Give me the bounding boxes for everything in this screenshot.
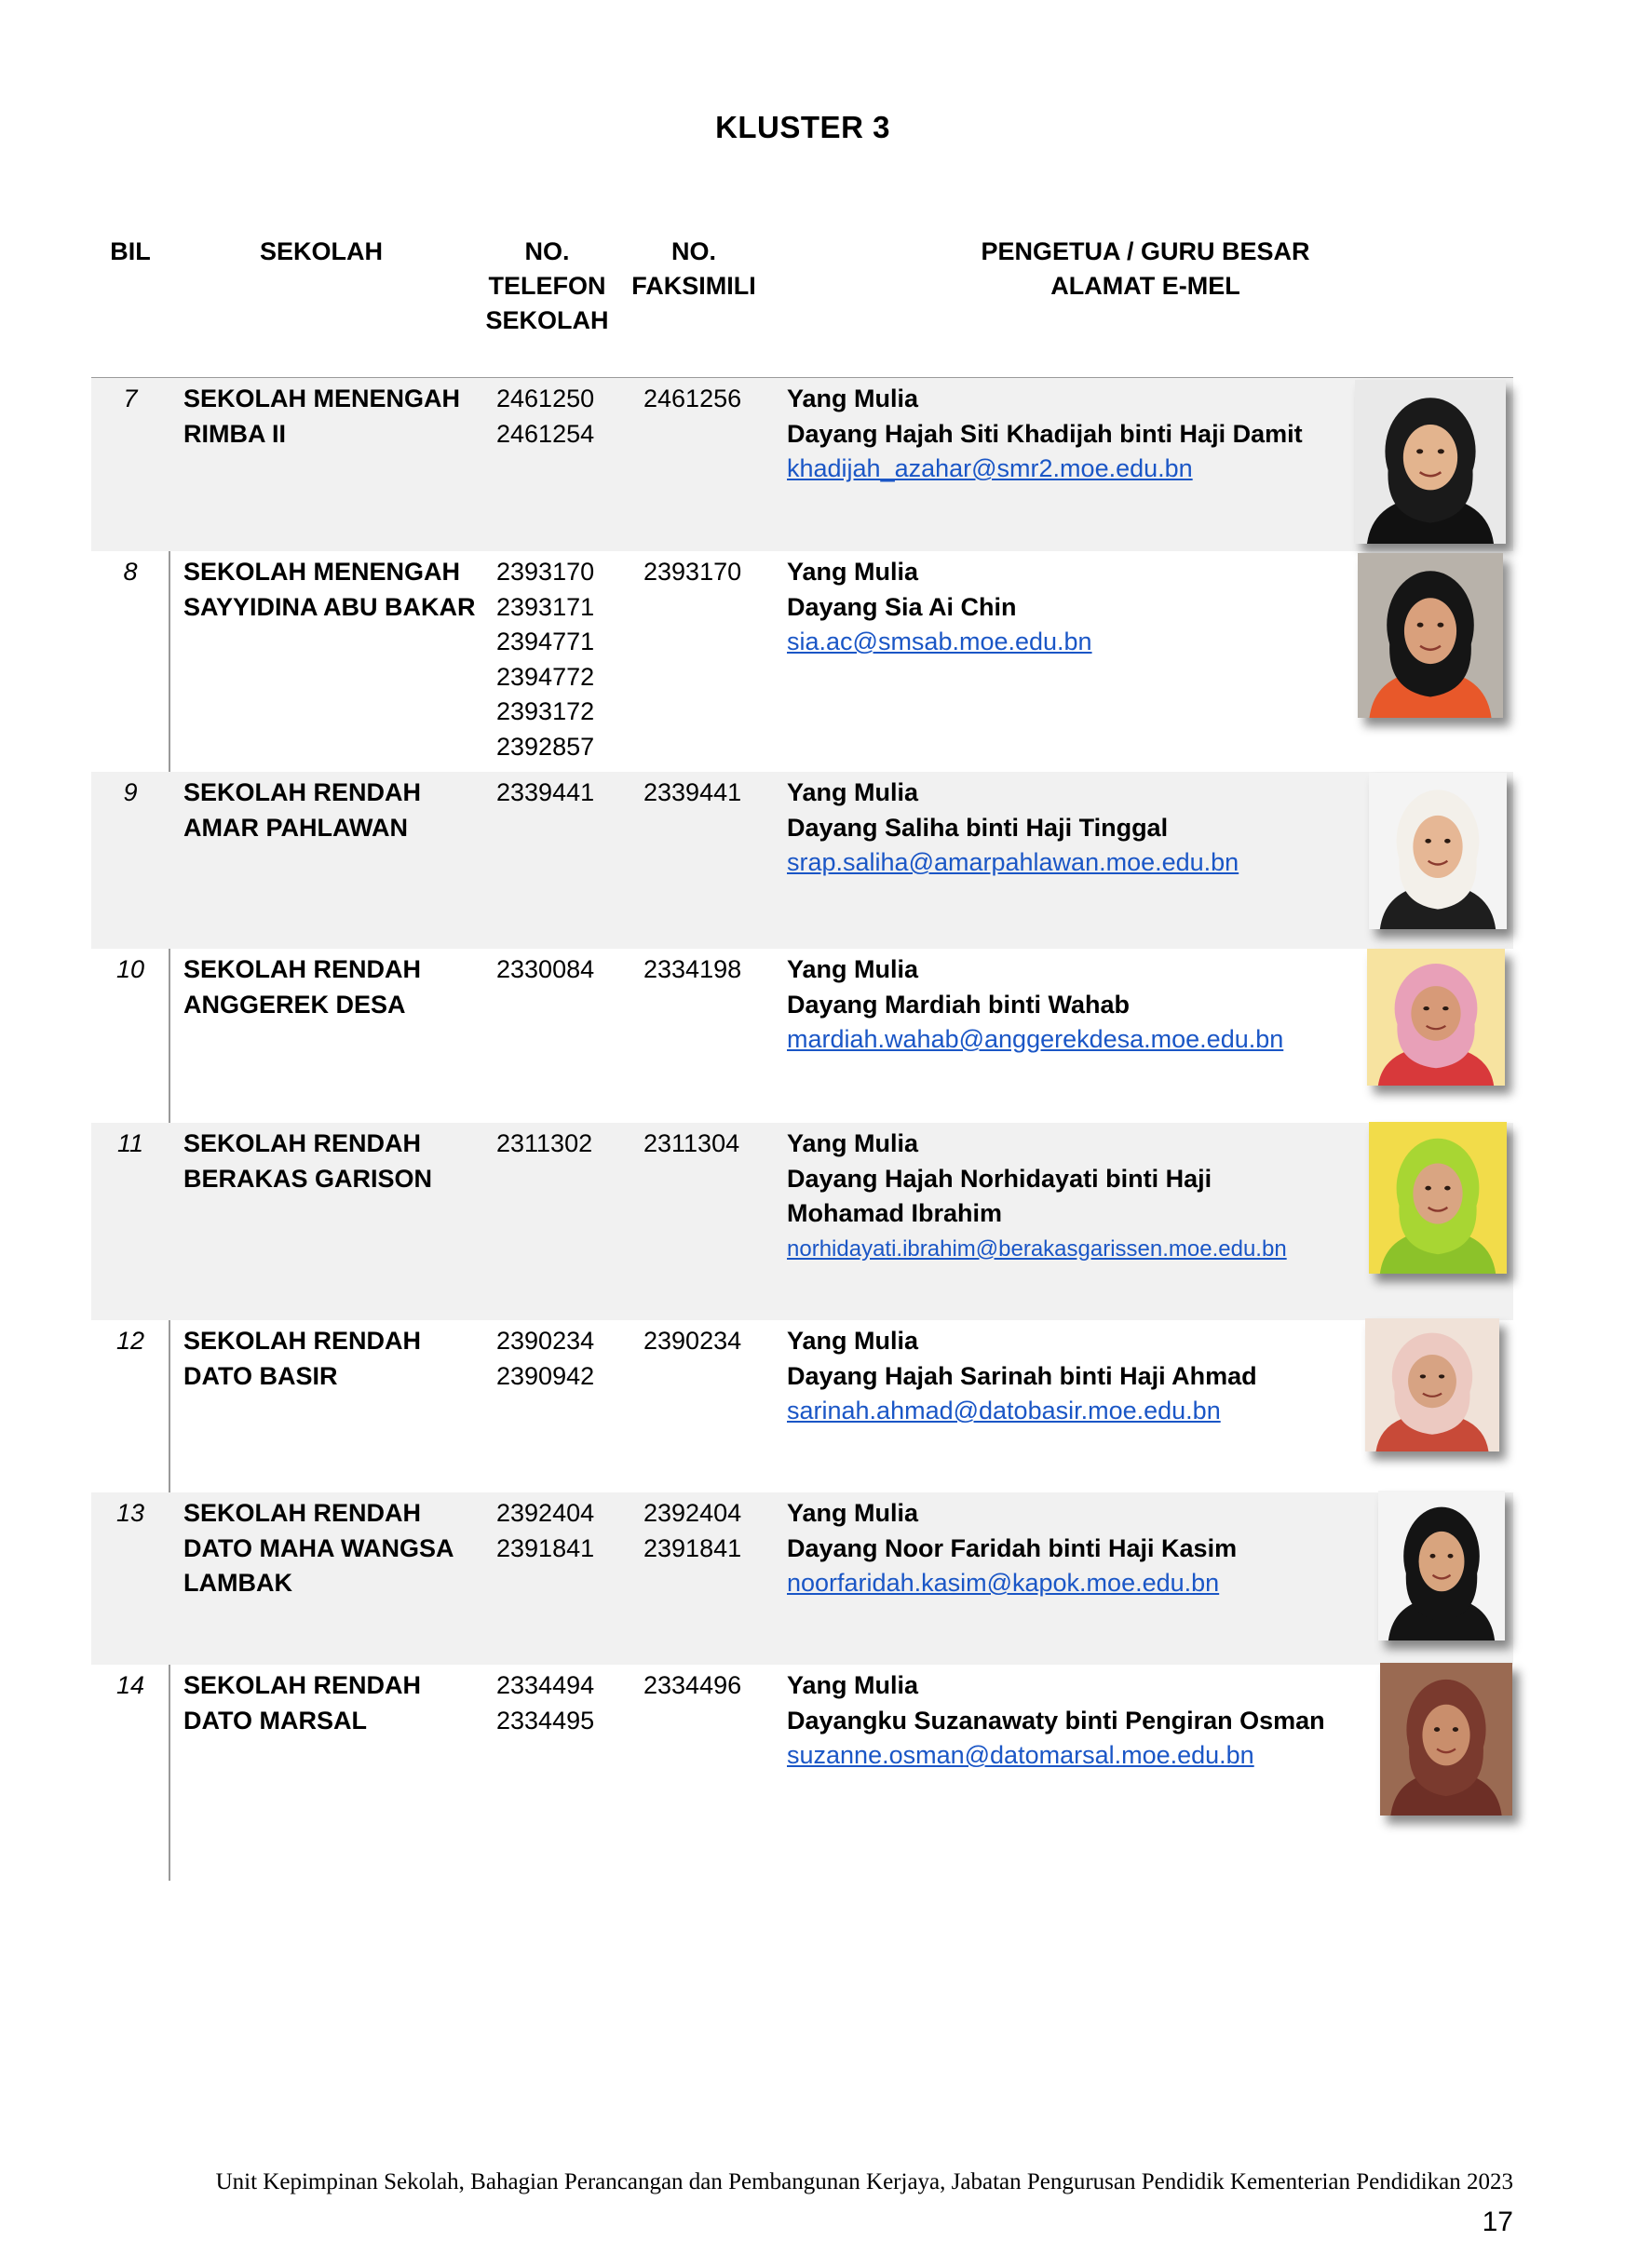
principal-email-link[interactable]: sarinah.ahmad@datobasir.moe.edu.bn [787, 1397, 1221, 1424]
row-number: 12 [115, 1327, 145, 1355]
fax-numbers [643, 1324, 774, 1359]
school-name [183, 776, 481, 845]
principal-email-link[interactable]: mardiah.wahab@anggerekdesa.moe.edu.bn [787, 1025, 1284, 1053]
page-title: KLUSTER 3 [715, 110, 890, 144]
fax-number: 2392404 [643, 1499, 742, 1527]
page-number: 17 [1482, 2207, 1513, 2237]
phone-numbers [496, 1496, 627, 1566]
principal-name: Dayang Hajah Sarinah binti Haji Ahmad [787, 1361, 1257, 1390]
header-pengetua-line: ALAMAT E-MEL [1050, 272, 1240, 300]
phone-number: 2394771 [496, 628, 595, 655]
phone-number: 2339441 [496, 778, 595, 806]
header-bil: BIL [110, 237, 151, 265]
table-row [91, 1492, 1513, 1665]
principal-email-link[interactable]: khadijah_azahar@smr2.moe.edu.bn [787, 454, 1193, 482]
principal-info [787, 776, 1457, 881]
phone-number: 2393170 [496, 558, 595, 586]
principal-honorific: Yang Mulia [787, 1129, 919, 1157]
school-name [183, 1127, 481, 1196]
portrait-icon [1380, 1663, 1512, 1816]
principal-name: Dayangku Suzanawaty binti Pengiran Osman [787, 1706, 1325, 1735]
school-name-line: BERAKAS GARISON [183, 1164, 433, 1193]
fax-numbers [643, 952, 774, 988]
table-row [91, 1123, 1513, 1320]
phone-number: 2393171 [496, 592, 595, 621]
school-name-line: SEKOLAH RENDAH [183, 1129, 422, 1157]
header-telefon-line: SEKOLAH [485, 306, 609, 334]
principal-photo [1380, 1663, 1512, 1816]
phone-number: 2311302 [496, 1129, 593, 1157]
fax-numbers [643, 555, 774, 590]
principal-info [787, 1496, 1457, 1601]
phone-number: 2334494 [496, 1671, 595, 1699]
school-name [183, 952, 481, 1022]
principal-email-link[interactable]: norhidayati.ibrahim@berakasgarissen.moe.edu.bn [787, 1235, 1287, 1262]
row-number: 13 [115, 1499, 145, 1527]
phone-number: 2334495 [496, 1706, 595, 1735]
phone-number: 2390942 [496, 1361, 595, 1390]
principal-photo [1369, 1122, 1507, 1274]
phone-numbers [496, 382, 627, 452]
principal-name: Dayang Sia Ai Chin [787, 592, 1017, 621]
principal-email-link[interactable]: suzanne.osman@datomarsal.moe.edu.bn [787, 1741, 1254, 1769]
fax-numbers [643, 1496, 774, 1566]
school-name-line: SEKOLAH RENDAH [183, 1499, 422, 1527]
fax-numbers [643, 776, 774, 811]
school-name [183, 382, 481, 452]
principal-honorific: Yang Mulia [787, 385, 919, 412]
principal-email-link[interactable]: sia.ac@smsab.moe.edu.bn [787, 628, 1092, 655]
header-faksimili-line: FAKSIMILI [631, 272, 756, 300]
principal-honorific: Yang Mulia [787, 1327, 919, 1355]
principal-info [787, 952, 1457, 1058]
footer-text: Unit Kepimpinan Sekolah, Bahagian Perancangan dan Pembangunan Kerjaya, Jabatan Pengurusan Pendidik Kementerian Pendidikan 2023 [215, 2169, 1513, 2194]
principal-info [787, 555, 1457, 660]
principal-name: Dayang Hajah Norhidayati binti Haji [787, 1164, 1212, 1193]
school-name-line: DATO MAHA WANGSA [183, 1533, 454, 1562]
school-name-line: DATO BASIR [183, 1361, 338, 1390]
principal-name: Mohamad Ibrahim [787, 1199, 1003, 1227]
fax-number: 2390234 [643, 1327, 742, 1355]
principal-photo [1355, 380, 1506, 544]
principal-photo [1367, 949, 1505, 1086]
principal-honorific: Yang Mulia [787, 1671, 919, 1699]
row-number: 8 [123, 558, 138, 586]
phone-number: 2392857 [496, 732, 595, 761]
school-name-line: DATO MARSAL [183, 1706, 367, 1735]
fax-number: 2393170 [643, 558, 742, 586]
row-number: 11 [116, 1129, 144, 1157]
phone-numbers [496, 1668, 627, 1738]
principal-info [787, 1127, 1457, 1266]
school-name-line: SEKOLAH RENDAH [183, 778, 422, 806]
principal-info [787, 1668, 1457, 1774]
phone-numbers [496, 1127, 627, 1162]
school-name-line: SAYYIDINA ABU BAKAR [183, 592, 476, 621]
school-name-line: ANGGEREK DESA [183, 990, 406, 1019]
header-faksimili-line: NO. [670, 237, 716, 265]
phone-number: 2390234 [496, 1327, 595, 1355]
fax-number: 2339441 [643, 778, 742, 806]
principal-photo [1358, 553, 1503, 718]
portrait-icon [1365, 1318, 1499, 1451]
phone-number: 2461250 [496, 385, 595, 412]
principal-honorific: Yang Mulia [787, 778, 919, 806]
school-name [183, 1496, 481, 1601]
school-name-line: SEKOLAH MENENGAH [183, 558, 461, 586]
phone-numbers [496, 1324, 627, 1394]
header-faksimili [624, 235, 764, 304]
phone-numbers [496, 776, 627, 811]
phone-number: 2461254 [496, 419, 595, 448]
phone-numbers [496, 952, 627, 988]
phone-number: 2392404 [496, 1499, 595, 1527]
table-row [91, 378, 1513, 551]
row-number: 9 [123, 778, 138, 806]
school-name [183, 1668, 481, 1738]
row-number: 14 [115, 1671, 145, 1699]
school-name-line: SEKOLAH RENDAH [183, 955, 422, 983]
fax-number: 2334496 [643, 1671, 742, 1699]
header-sekolah: SEKOLAH [259, 237, 383, 265]
phone-number: 2393172 [496, 697, 595, 725]
principal-honorific: Yang Mulia [787, 558, 919, 586]
portrait-icon [1378, 1491, 1505, 1640]
fax-numbers [643, 1668, 774, 1704]
principal-email-link[interactable]: srap.saliha@amarpahlawan.moe.edu.bn [787, 848, 1239, 876]
table-row [91, 772, 1513, 949]
principal-honorific: Yang Mulia [787, 1499, 919, 1527]
table-row [91, 1665, 1513, 1840]
fax-numbers [643, 1127, 774, 1162]
principal-photo [1378, 1491, 1505, 1640]
portrait-icon [1367, 949, 1505, 1086]
principal-name: Dayang Noor Faridah binti Haji Kasim [787, 1533, 1238, 1562]
principal-email-link[interactable]: noorfaridah.kasim@kapok.moe.edu.bn [787, 1569, 1220, 1597]
principal-name: Dayang Saliha binti Haji Tinggal [787, 813, 1169, 842]
portrait-icon [1358, 553, 1503, 718]
principal-name: Dayang Mardiah binti Wahab [787, 990, 1131, 1019]
table-row [91, 551, 1513, 772]
school-name-line: SEKOLAH MENENGAH [183, 385, 461, 412]
phone-number: 2391841 [496, 1533, 595, 1562]
phone-numbers [496, 555, 627, 764]
table-row [91, 949, 1513, 1123]
portrait-icon [1369, 773, 1507, 929]
row-number: 7 [123, 385, 138, 412]
table-row [91, 1320, 1513, 1492]
phone-number: 2394772 [496, 662, 595, 691]
fax-numbers [643, 382, 774, 417]
header-telefon [470, 235, 624, 338]
header-telefon-line: NO. [524, 237, 570, 265]
school-name [183, 555, 481, 625]
fax-number: 2311304 [643, 1129, 740, 1157]
header-pengetua-line: PENGETUA / GURU BESAR [981, 237, 1310, 265]
fax-number: 2391841 [643, 1533, 742, 1562]
school-name-line: SEKOLAH RENDAH [183, 1671, 422, 1699]
principal-name: Dayang Hajah Siti Khadijah binti Haji Damit [787, 419, 1303, 448]
principal-photo [1365, 1318, 1499, 1451]
phone-number: 2330084 [496, 955, 595, 983]
school-name [183, 1324, 481, 1394]
principal-photo [1369, 773, 1507, 929]
school-name-line: LAMBAK [183, 1569, 292, 1597]
fax-number: 2461256 [643, 385, 742, 412]
school-name-line: RIMBA II [183, 419, 286, 448]
fax-number: 2334198 [643, 955, 742, 983]
school-name-line: AMAR PAHLAWAN [183, 813, 408, 842]
header-pengetua [773, 235, 1518, 304]
school-name-line: SEKOLAH RENDAH [183, 1327, 422, 1355]
portrait-icon [1369, 1122, 1507, 1274]
row-number: 10 [115, 955, 145, 983]
principal-honorific: Yang Mulia [787, 955, 919, 983]
principal-info [787, 1324, 1457, 1429]
header-telefon-line: TELEFON [488, 272, 606, 300]
portrait-icon [1355, 380, 1506, 544]
